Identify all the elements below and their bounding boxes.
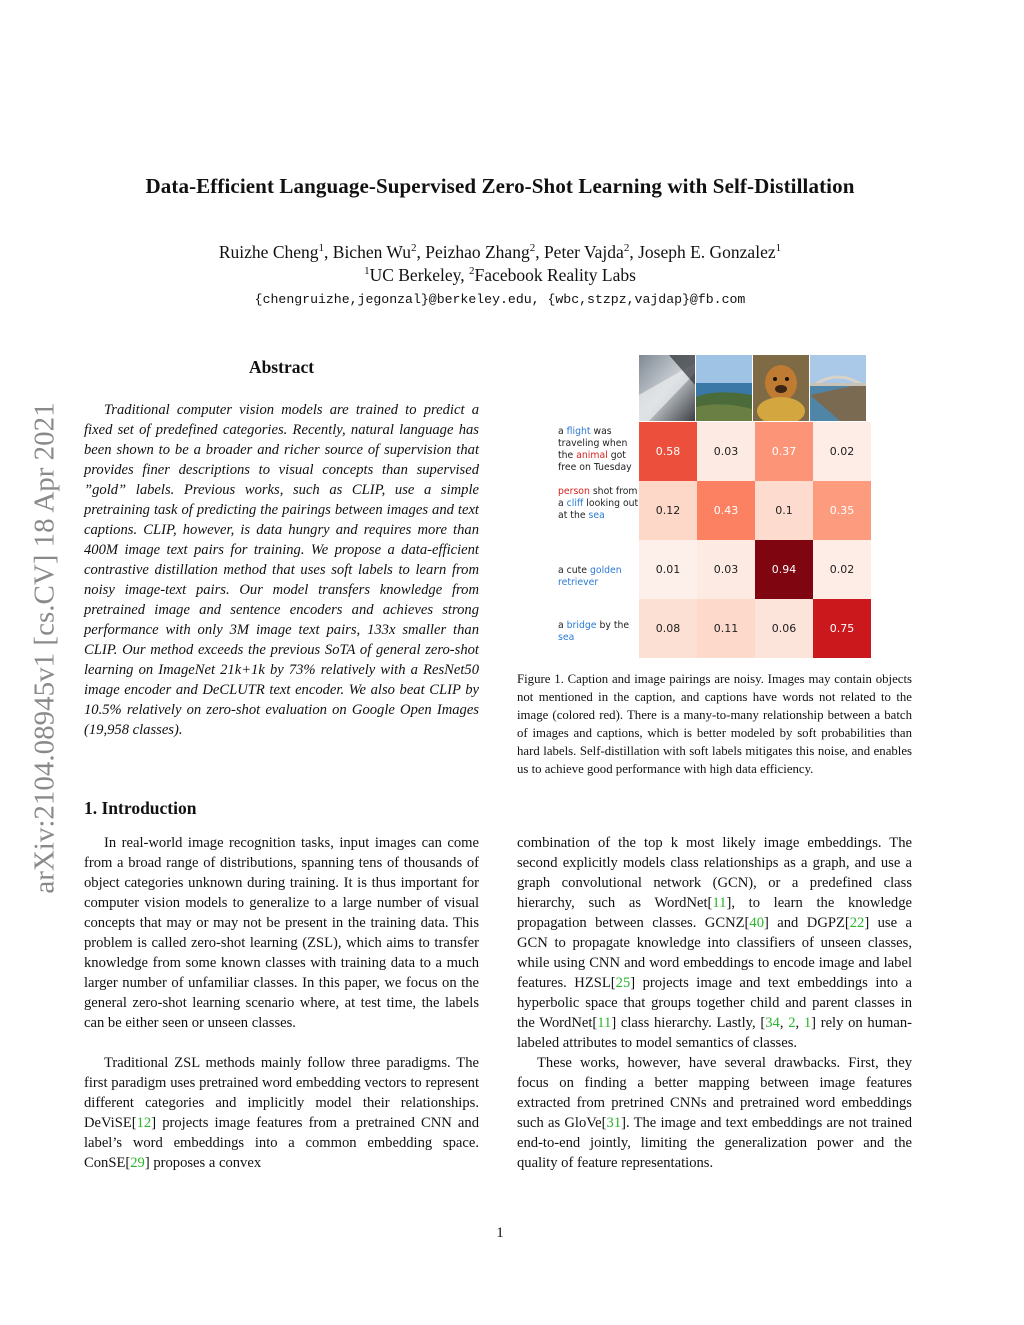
citation-link[interactable]: 12 [136,1115,152,1131]
caption-row-1: a flight was traveling when the animal got free on Tuesday [558,426,632,473]
author-2: Bichen Wu$^2$ [332,242,417,262]
matrix-cell-r3-c1: 0.01 [639,540,697,599]
intro-paragraph-1: In real-world image recognition tasks, input images can come from a broad range of distributions, spanning tens of thousands of object categories unknown during training. It is thus important for computer vision models to generalize to a large number of visual concepts that may or may not be present in the training data. This problem is called zero-shot learning (ZSL), which aims to transfer knowledge from some known classes with training data to a much larger number of unfamiliar classes. In this paper, we focus on the general zero-shot learning scenario where, at test time, the labels can be either seen or unseen classes. [84,835,479,1031]
airplane-wing-photo [639,355,695,421]
citation-link[interactable]: 22 [849,915,865,931]
author-block [0,241,1000,287]
arxiv-sidebar [30,350,60,945]
intro-paragraph-4: These works, however, have several drawbacks. First, they focus on finding a better mapping between image features extracted from pretrined CNNs and pretrained word embeddings such as GloVe[31]. The image and text embeddings are not trained end-to-end jointly, limiting the generalization power and the quality of feature representations. [517,1055,912,1171]
caption-row-4: a bridge by the sea [558,620,630,643]
citation-link[interactable]: 34 [765,1015,780,1031]
affiliations: $^1$UC Berkeley, $^2$Facebook Reality Labs [364,265,636,285]
citation-link[interactable]: 2 [788,1015,796,1031]
abstract-text: Traditional computer vision models are trained to predict a fixed set of predefined categories. Recently, natural language has been shown to be a broader and richer source of supervision that provides finer descriptions to visual concepts than supervised ”gold” labels. Previous works, such as CLIP, use a simple pretraining task of predicting the pairings between images and text captions. CLIP, however, is data hungry and requires more than 400M image text pairs for training. We propose a data-efficient contrastive distillation method that uses soft labels to learn from noisy image-text pairs. Our model transfers knowledge from pretrained image and sentence encoders and achieves strong performance with only 3M image text pairs, 133x smaller than CLIP. Our method exceeds the previous SoTA of general zero-shot learning on ImageNet 21k+1k by 73% relatively with a ResNet50 image encoder and DeCLUTR text encoder. We also beat CLIP by 10.5% relatively on zero-shot evaluation on Google Open Images (19,958 classes). [84,402,479,738]
author-3: Peizhao Zhang$^2$ [425,242,536,262]
matrix-cell-r4-c1: 0.08 [639,599,697,658]
matrix-cell-r2-c2: 0.43 [697,481,755,540]
matrix-cell-r3-c4: 0.02 [813,540,871,599]
matrix-cell-r4-c4: 0.75 [813,599,871,658]
caption-row-3: a cute golden retriever [558,565,622,588]
matrix-cell-r1-c4: 0.02 [813,422,871,481]
matrix-cell-r4-c3: 0.06 [755,599,813,658]
right-column-text [517,833,912,1173]
author-1: Ruizhe Cheng$^1$ [218,242,325,262]
citation-link[interactable]: 29 [130,1155,145,1171]
intro-paragraph-2: Traditional ZSL methods mainly follow three paradigms. The first paradigm uses pretrained word embedding vectors to represent different categories and implicitly model their relationships. DeViSE[12] projects image features from a pretrained CNN and label’s word embeddings into a common embedding space. ConSE[29] proposes a convex [84,1055,479,1171]
citation-link[interactable]: 11 [597,1015,612,1031]
citation-link[interactable]: 40 [749,915,764,931]
citation-link[interactable]: 31 [606,1115,622,1131]
abstract-body [84,400,479,740]
abstract-heading: Abstract [248,357,315,377]
golden-retriever-photo [753,355,809,421]
citation-link[interactable]: 25 [615,975,631,991]
author-4: Peter Vajda$^2$ [543,242,630,262]
figure-1 [553,355,913,660]
figure-1-caption: Figure 1. Caption and image pairings are noisy. Images may contain objects not mentioned in the caption, and captions have words not related to the image (colored red). There is a many-to-many relationship between a batch of images and captions, which is better modeled by soft probabilities than hard labels. Self-distillation with soft labels mitigates this noise, and enables us to achieve good performance with high data efficiency. [517,672,912,776]
caption-row-2: person shot from a cliff looking out at the sea [558,486,639,521]
author-5: Joseph E. Gonzalez$^1$ [638,242,782,262]
matrix-cell-r2-c3: 0.1 [755,481,813,540]
section-heading-introduction: 1. Introduction [84,798,197,818]
matrix-cell-r1-c2: 0.03 [697,422,755,481]
intro-paragraph-3: combination of the top k most likely image embeddings. The second explicitly models class relationships as a graph, and use a graph convolutional network (GCN), or a predefined class hierarchy, such as WordNet[11], to learn the knowledge propagation between classes. GCNZ[40] and DGPZ[22] use a GCN to propagate knowledge into classifiers of unseen classes, while using CNN and word embeddings to encode image and label features. HZSL[25] projects image and text embeddings into a hyperbolic space that groups together child and parent classes in the WordNet[11] class hierarchy. Lastly, [34, 2, 1] rely on human-labeled attributes to model semantics of classes. [517,835,912,1051]
matrix-cell-r1-c3: 0.37 [755,422,813,481]
matrix-cell-r3-c3: 0.94 [755,540,813,599]
matrix-cell-r4-c2: 0.11 [697,599,755,658]
page-number: 1 [496,1225,504,1241]
author-list: Ruizhe Cheng$^1$, Bichen Wu$^2$, Peizhao Zhang$^2$, Peter Vajda$^2$, Joseph E. Gonzalez$^1$ [218,242,782,262]
matrix-cell-r2-c4: 0.35 [813,481,871,540]
citation-link[interactable]: 1 [803,1015,812,1031]
matrix-cell-r1-c1: 0.58 [639,422,697,481]
arxiv-identifier: arXiv:2104.08945v1 [cs.CV] 18 Apr 2021 [28,401,61,894]
matrix-cell-r2-c1: 0.12 [639,481,697,540]
citation-link[interactable]: 11 [712,895,727,911]
matrix-cell-r3-c2: 0.03 [697,540,755,599]
similarity-matrix [639,422,871,658]
author-emails: {chengruizhe,jegonzal}@berkeley.edu, {wbc,stzpz,vajdap}@fb.com [254,292,746,307]
paper-title: Data-Efficient Language-Supervised Zero-Shot Learning with Self-Distillation [145,174,855,198]
left-column-text [84,833,479,1173]
coastline-photo [696,355,752,421]
bridge-by-sea-photo [810,355,866,421]
